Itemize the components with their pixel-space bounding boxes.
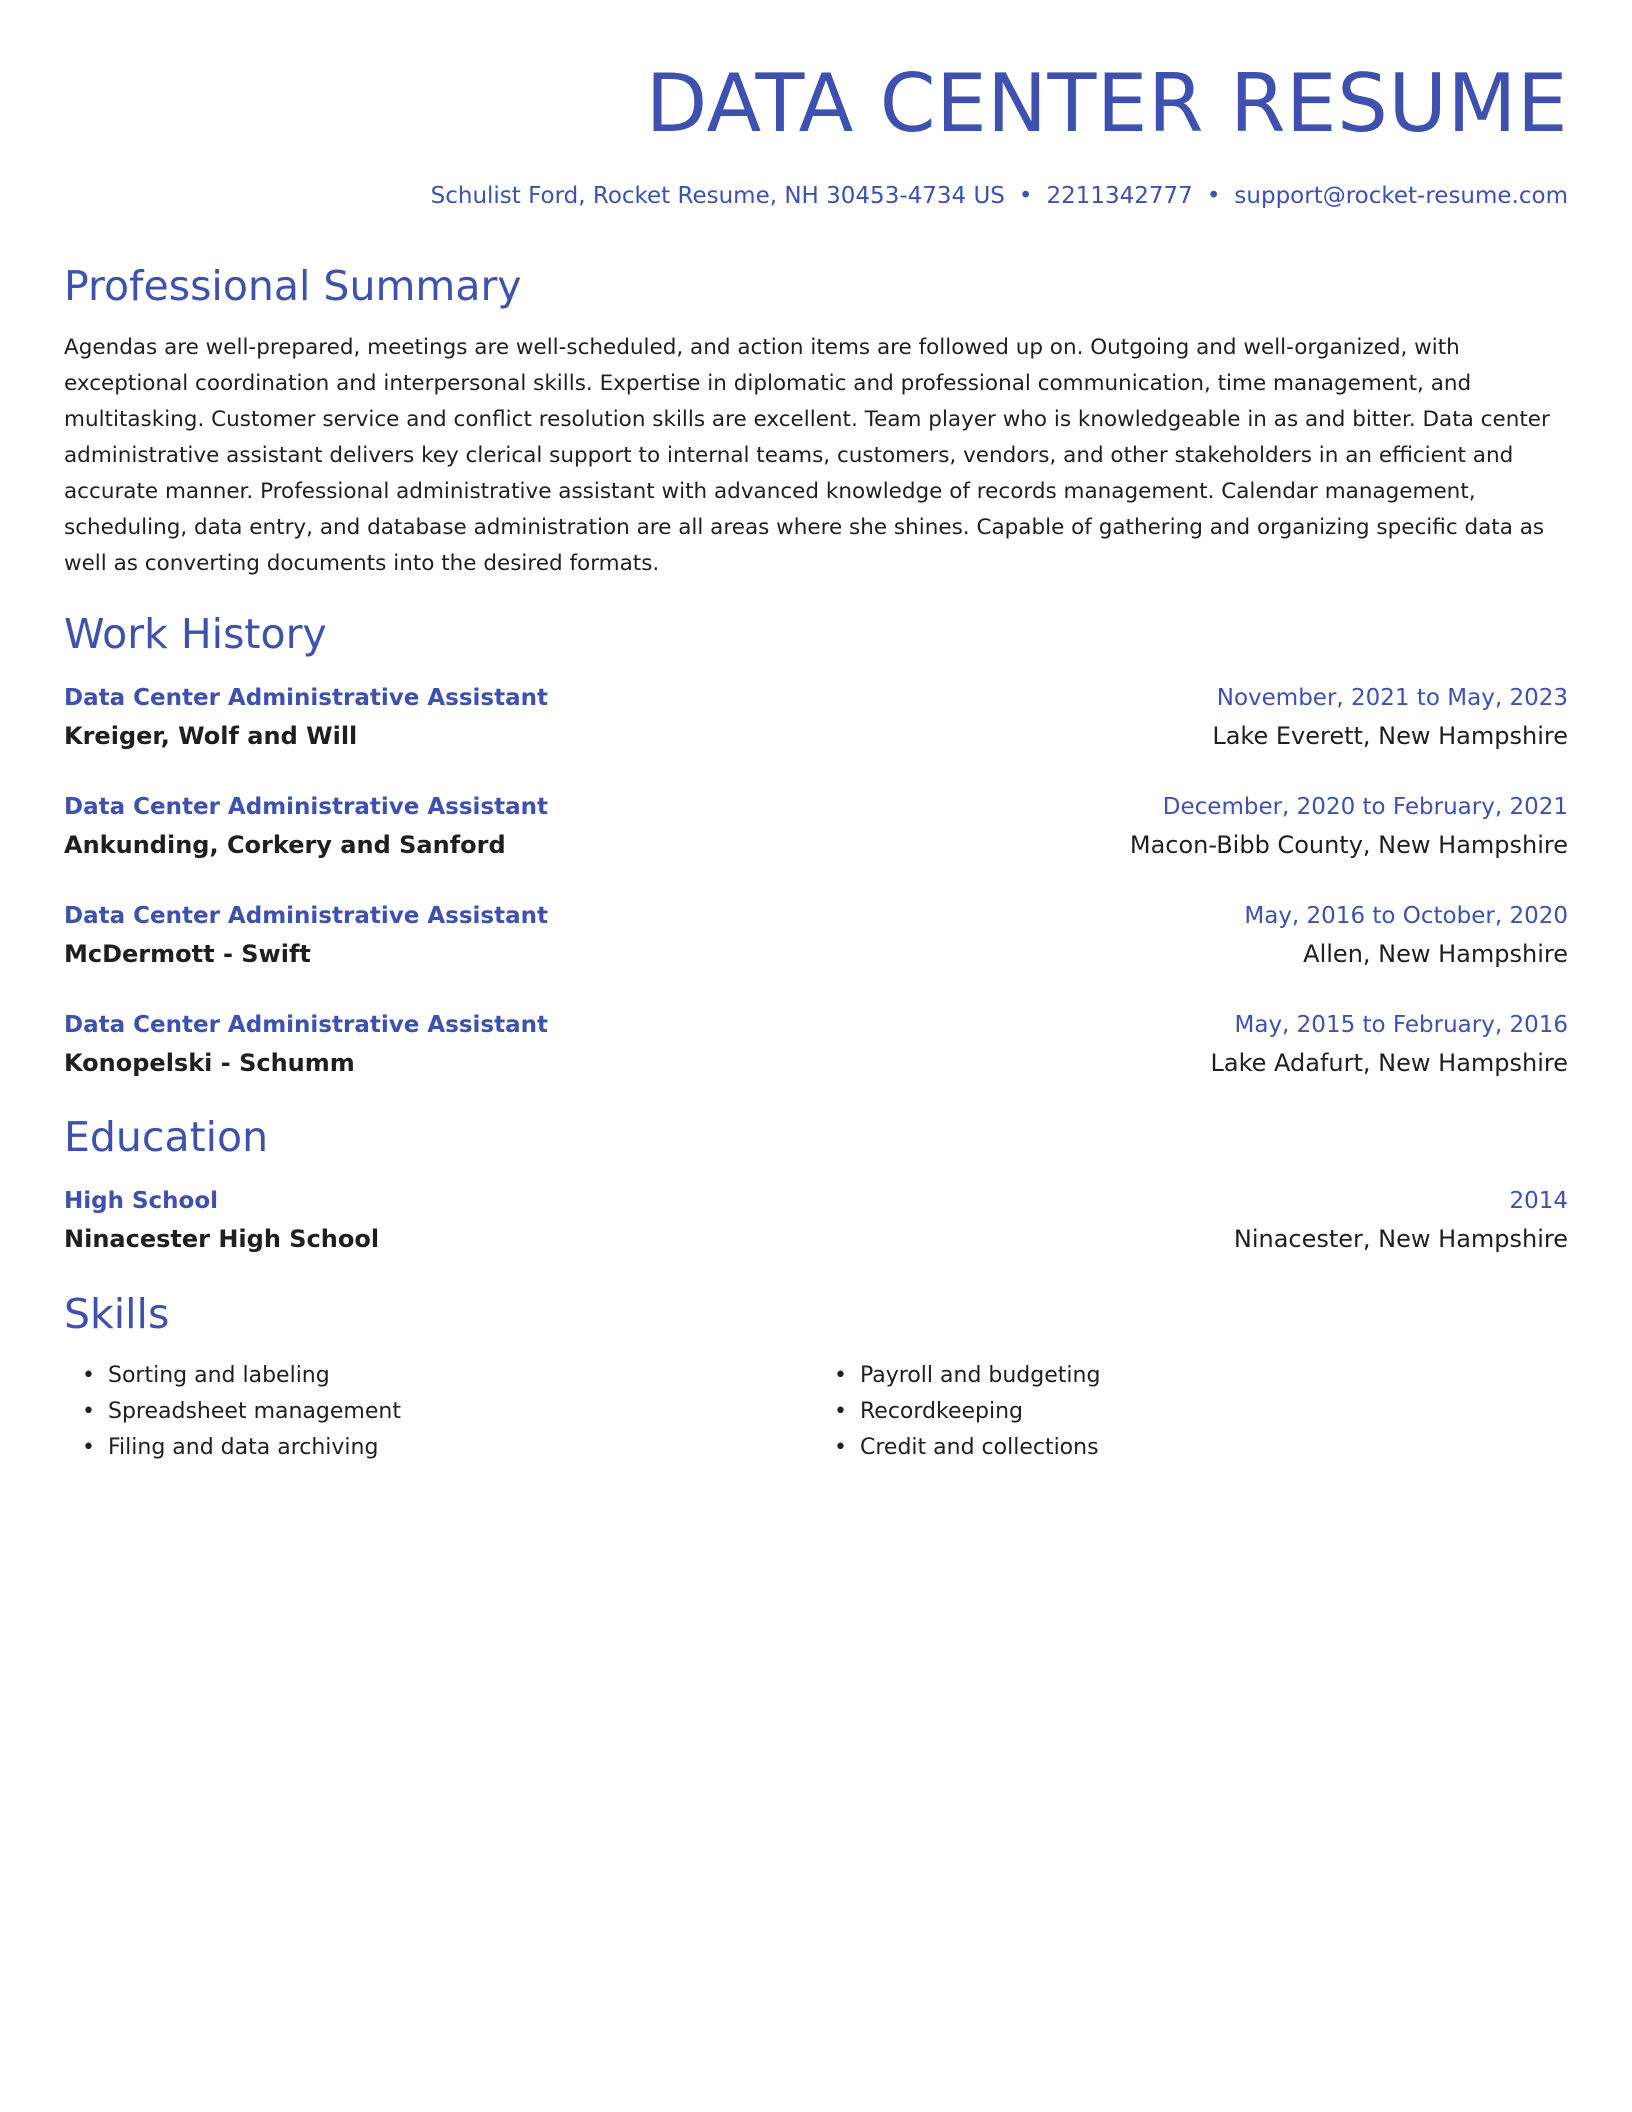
bullet: •: [834, 1399, 847, 1424]
contact-address: Schulist Ford, Rocket Resume, NH 30453-4734 US: [430, 183, 1005, 209]
skill-label: Recordkeeping: [860, 1399, 1024, 1424]
job-dates: December, 2020 to February, 2021: [1162, 794, 1568, 820]
contact-phone: 2211342777: [1046, 183, 1193, 209]
summary-text: Agendas are well-prepared, meetings are well-scheduled, and action items are followed up on. Outgoing and well-organized, with exceptional coordination and interpersonal skills. Expertise in diplomatic and professional communication, time management, and multitasking. Customer service and conflict resolution skills are excellent. Team player who is knowledgeable in as and bitter. Data center administrative assistant delivers key clerical support to internal teams, customers, vendors, and other stakeholders in an efficient and accurate manner. Professional administrative assistant with advanced knowledge of records management. Calendar management, scheduling, data entry, and database administration are all areas where she shines. Capable of gathering and organizing specific data as well as converting documents into the desired formats.: [64, 335, 1550, 576]
skill-label: Spreadsheet management: [108, 1399, 401, 1424]
job-location: Lake Adafurt, New Hampshire: [1210, 1049, 1568, 1077]
job-dates: May, 2016 to October, 2020: [1244, 903, 1568, 929]
skill-item: [834, 1430, 1568, 1466]
skill-item: [82, 1394, 816, 1430]
job-employer: Ankunding, Corkery and Sanford: [64, 831, 506, 859]
job-employer: McDermott - Swift: [64, 940, 311, 968]
job-location: Allen, New Hampshire: [1303, 940, 1568, 968]
job-title: Data Center Administrative Assistant: [64, 903, 548, 929]
skill-label: Sorting and labeling: [108, 1363, 330, 1388]
skill-label: Filing and data archiving: [108, 1435, 379, 1460]
bullet: •: [82, 1399, 95, 1424]
education-school: Ninacester High School: [64, 1225, 380, 1253]
skill-label: Credit and collections: [860, 1435, 1099, 1460]
job-entry: [64, 898, 1568, 974]
work-history-heading: Work History: [64, 610, 327, 658]
contact-line: [431, 180, 1568, 212]
job-location: Macon-Bibb County, New Hampshire: [1129, 831, 1568, 859]
bullet: •: [834, 1363, 847, 1388]
contact-separator: •: [1018, 183, 1033, 209]
education-heading: Education: [64, 1113, 269, 1161]
job-location: Lake Everett, New Hampshire: [1212, 722, 1568, 750]
education-location: Ninacester, New Hampshire: [1233, 1225, 1568, 1253]
job-entry: [64, 680, 1568, 756]
job-dates: May, 2015 to February, 2016: [1234, 1012, 1568, 1038]
job-dates: November, 2021 to May, 2023: [1216, 685, 1568, 711]
job-title: Data Center Administrative Assistant: [64, 685, 548, 711]
job-employer: Kreiger, Wolf and Will: [64, 722, 358, 750]
skill-label: Payroll and budgeting: [860, 1363, 1101, 1388]
job-employer: Konopelski - Schumm: [64, 1049, 355, 1077]
bullet: •: [834, 1435, 847, 1460]
skills-column-left: [64, 1358, 816, 1466]
skills-column-right: [816, 1358, 1568, 1466]
skill-item: [834, 1358, 1568, 1394]
skill-item: [82, 1430, 816, 1466]
skills-list: [64, 1358, 1568, 1466]
skill-item: [82, 1358, 816, 1394]
summary-heading: Professional Summary: [64, 262, 522, 310]
job-title: Data Center Administrative Assistant: [64, 794, 548, 820]
bullet: •: [82, 1363, 95, 1388]
resume-title: DATA CENTER RESUME: [645, 57, 1568, 150]
education-entry: [64, 1183, 1568, 1259]
job-entry: [64, 789, 1568, 865]
education-year: 2014: [1509, 1188, 1568, 1214]
contact-separator: •: [1206, 183, 1221, 209]
job-entry: [64, 1007, 1568, 1083]
bullet: •: [82, 1435, 95, 1460]
skill-item: [834, 1394, 1568, 1430]
job-title: Data Center Administrative Assistant: [64, 1012, 548, 1038]
education-degree: High School: [64, 1188, 219, 1214]
contact-email: support@rocket-resume.com: [1234, 183, 1568, 209]
skills-heading: Skills: [64, 1290, 170, 1338]
